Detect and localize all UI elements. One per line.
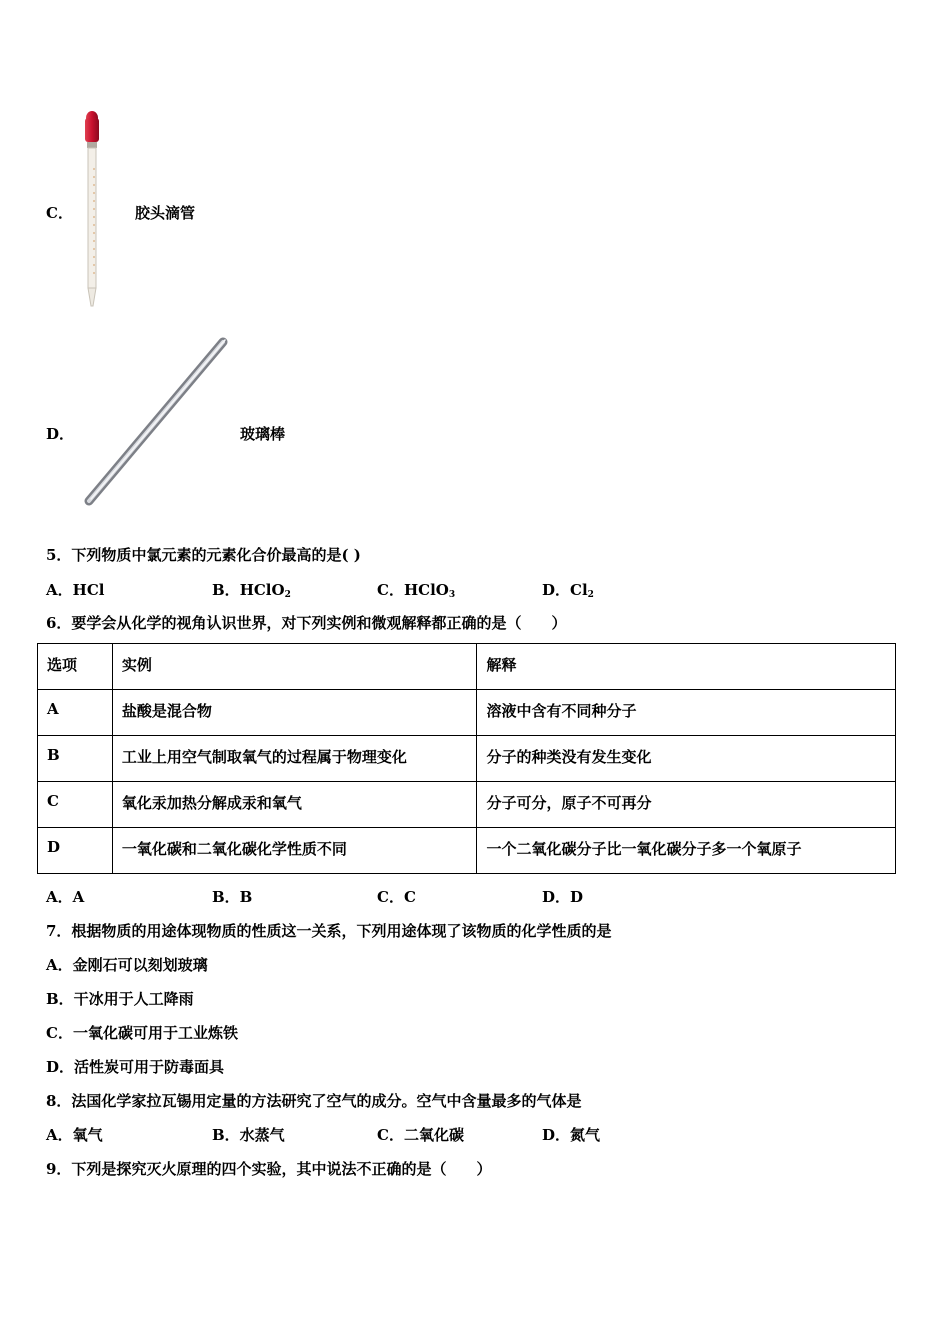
q6-option-c[interactable]: C．C [377,888,416,906]
q7-option-d[interactable]: D．活性炭可用于防毒面具 [46,1058,225,1076]
table-cell: 分子的种类没有发生变化 [477,736,896,782]
glass-rod-label: 玻璃棒 [240,425,286,443]
table-cell: 工业上用空气制取氧气的过程属于物理变化 [112,736,477,782]
q5-stem: 5．下列物质中氯元素的元素化合价最高的是( ) [46,546,361,564]
q8-option-d[interactable]: D．氮气 [542,1126,601,1144]
table-row [38,690,896,736]
q6-option-a[interactable]: A．A [46,888,85,906]
q6-option-d[interactable]: D．D [542,888,584,906]
q8-option-c[interactable]: C．二氧化碳 [377,1126,464,1144]
q4-option-c-letter: C． [46,204,73,222]
table-cell: A [38,690,113,736]
table-header-cell: 实例 [112,644,477,690]
table-cell: 一氧化碳和二氧化碳化学性质不同 [112,828,477,874]
table-cell: C [38,782,113,828]
q6-option-b[interactable]: B．B [212,888,253,906]
q5-option-c[interactable]: C．HClO$_3$ [377,581,456,600]
table-row [38,736,896,782]
table-row [38,828,896,874]
q8-option-b[interactable]: B．水蒸气 [212,1126,285,1144]
table-header-row [38,644,896,690]
q9-stem: 9．下列是探究灭火原理的四个实验，其中说法不正确的是（ ） [46,1160,492,1178]
dropper-label: 胶头滴管 [135,204,196,222]
table-row [38,782,896,828]
table-cell: 溶液中含有不同种分子 [477,690,896,736]
q7-stem: 7．根据物质的用途体现物质的性质这一关系，下列用途体现了该物质的化学性质的是 [46,922,612,940]
q8-stem: 8．法国化学家拉瓦锡用定量的方法研究了空气的成分。空气中含量最多的气体是 [46,1092,582,1110]
table-cell: 盐酸是混合物 [112,690,477,736]
table-cell: 一个二氧化碳分子比一氧化碳分子多一个氧原子 [477,828,896,874]
q4-option-d-letter: D． [46,425,75,443]
q5-option-a[interactable]: A．HCl [46,581,105,599]
q8-option-a[interactable]: A．氧气 [46,1126,103,1144]
table-header-cell: 解释 [477,644,896,690]
table-cell: D [38,828,113,874]
table-cell: 氧化汞加热分解成汞和氧气 [112,782,477,828]
q7-option-a[interactable]: A．金刚石可以刻划玻璃 [46,956,208,974]
q5-option-b[interactable]: B．HClO$_2$ [212,581,291,600]
dropper-image [72,108,112,308]
table-cell: 分子可分，原子不可再分 [477,782,896,828]
q6-table [37,643,896,874]
q6-stem: 6．要学会从化学的视角认识世界，对下列实例和微观解释都正确的是（ ） [46,614,567,632]
table-header-cell: 选项 [38,644,113,690]
q7-option-c[interactable]: C．一氧化碳可用于工业炼铁 [46,1024,238,1042]
glass-rod-image [80,335,235,510]
table-cell: B [38,736,113,782]
q5-option-d[interactable]: D．$Cl_2$ [542,581,594,600]
q7-option-b[interactable]: B．干冰用于人工降雨 [46,990,194,1008]
